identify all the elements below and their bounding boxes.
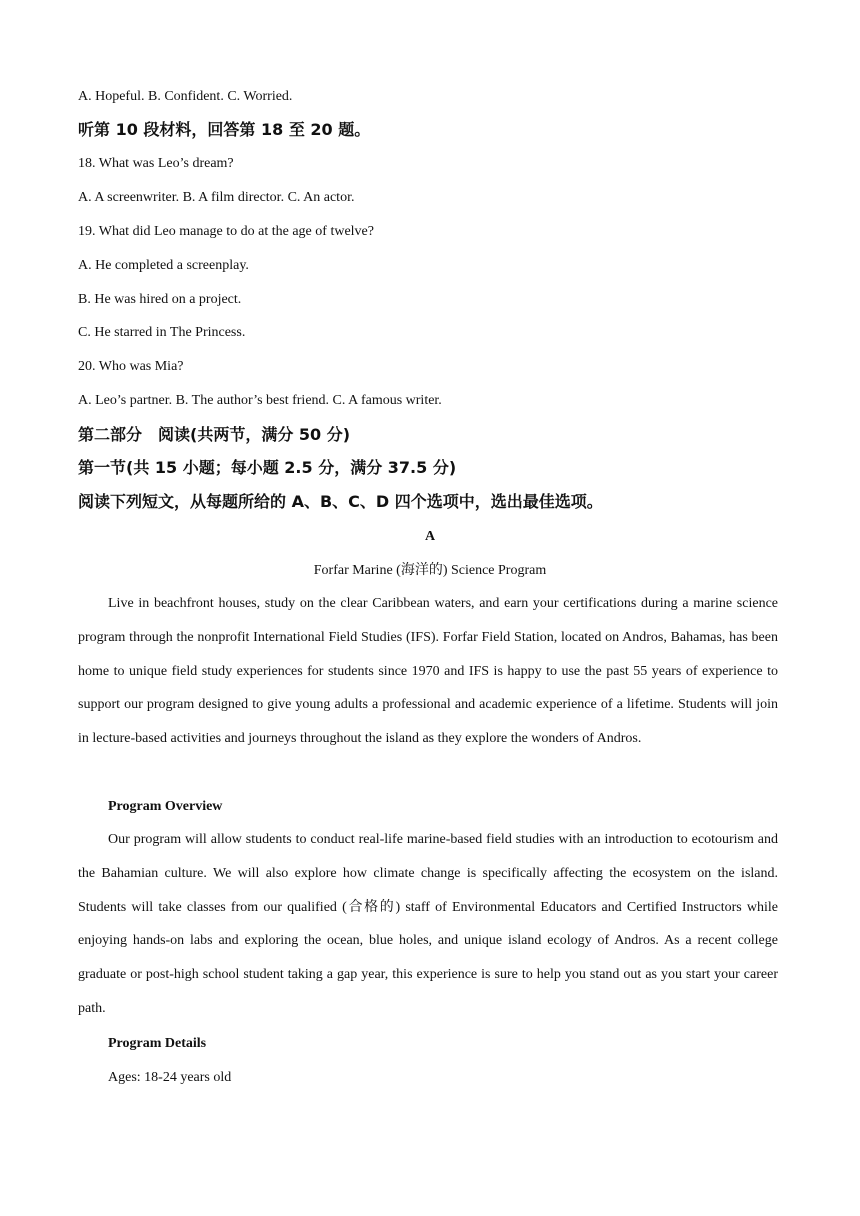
question-20-options: A. Leo’s partner. B. The author’s best friend. C. A famous writer. [78,393,442,408]
part-two-heading: 第二部分 阅读(共两节，满分 50 分) [78,425,351,444]
question-19-option-a: A. He completed a screenplay. [78,258,249,273]
paragraph-intro: Live in beachfront houses, study on the clear Caribbean waters, and earn your certifications during a marine science program through the nonprofit International Field Studies (IFS). Forfar Field Station, located on Andros, Bahamas, has been home to unique field study experiences for students since 1970 and IFS is happy to use the past 55 years of experience to support our program designed to give young adults a professional and academic experience of a lifetime. Students will join in lecture-based activities and journeys throughout the island as they explore the wonders of Andros. [78,596,778,747]
paragraph-overview: Our program will allow students to conduct real-life marine-based field studies with an introduction to ecotourism and the Bahamian culture. We will also explore how climate change is specifically affecting the ecosystem on the island. Students will take classes from our qualified (合格的) staff of Environmental Educators and Certified Instructors while enjoying hands-on labs and exploring the ocean, blue holes, and unique island ecology of Andros. As a recent college graduate or post-high school student taking a gap year, this experience is sure to help you stand out as you start your career path. [78,832,778,1016]
question-19-option-c: C. He starred in The Princess. [78,325,246,340]
question-18-options: A. A screenwriter. B. A film director. C. An actor. [78,190,355,205]
heading-program-overview: Program Overview [108,799,223,814]
q17-options: A. Hopeful. B. Confident. C. Worried. [78,89,293,104]
heading-program-details: Program Details [108,1036,207,1051]
question-18: 18. What was Leo’s dream? [78,156,234,171]
question-20: 20. Who was Mia? [78,359,184,374]
passage-letter: A [424,529,436,544]
section-one-heading: 第一节(共 15 小题；每小题 2.5 分，满分 37.5 分) [78,458,457,477]
program-ages: Ages: 18-24 years old [108,1070,232,1085]
question-19-option-b: B. He was hired on a project. [78,292,242,307]
reading-instruction: 阅读下列短文，从每题所给的 A、B、C、D 四个选项中，选出最佳选项。 [78,492,603,511]
listening-instruction-10: 听第 10 段材料，回答第 18 至 20 题。 [78,120,371,139]
question-19: 19. What did Leo manage to do at the age of twelve? [78,224,374,239]
passage-title: Forfar Marine (海洋的) Science Program [313,563,547,578]
